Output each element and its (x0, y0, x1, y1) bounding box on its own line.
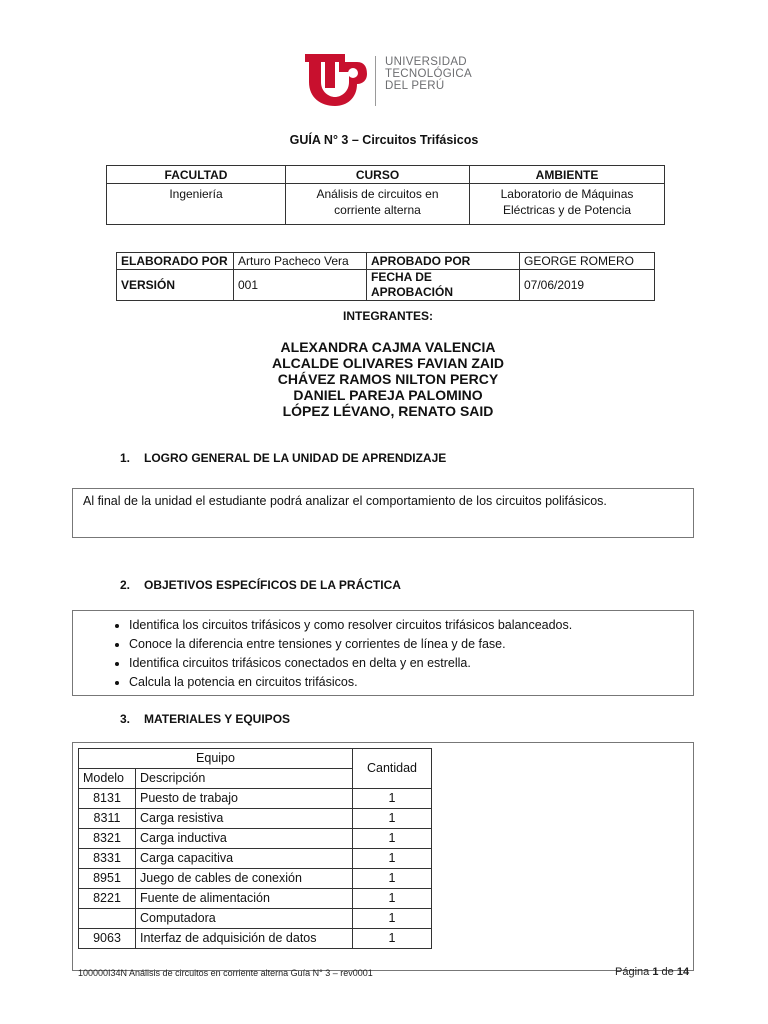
title-rest: – Circuitos Trifásicos (348, 133, 479, 147)
document-title (0, 133, 768, 147)
member-name: LÓPEZ LÉVANO, RENATO SAID (282, 403, 494, 419)
table-row (79, 889, 432, 909)
section-3-heading (120, 712, 290, 726)
row-descripcion: Juego de cables de conexión (136, 869, 353, 889)
row-descripcion: Carga capacitiva (136, 849, 353, 869)
row-modelo (79, 909, 136, 929)
row-modelo: 9063 (79, 929, 136, 949)
row-descripcion: Interfaz de adquisición de datos (136, 929, 353, 949)
logo-line-3: DEL PERÚ (385, 80, 445, 92)
row-modelo: 8951 (79, 869, 136, 889)
fecha-value: 07/06/2019 (520, 270, 655, 301)
footer-page-number (615, 966, 689, 978)
logro-text: Al final de la unidad el estudiante podrá analizar el comportamiento de los circuitos polifásicos. (83, 494, 607, 508)
section-1-title: LOGRO GENERAL DE LA UNIDAD DE APRENDIZAJE (144, 451, 447, 465)
page-word: Página (615, 966, 650, 978)
aprobado-label: APROBADO POR (367, 253, 520, 270)
row-modelo: 8131 (79, 789, 136, 809)
utp-logo-icon (305, 54, 369, 108)
table-row (79, 909, 432, 929)
university-logo (305, 54, 473, 108)
title-bold: GUÍA N° 3 (289, 133, 349, 147)
member-name: ALCALDE OLIVARES FAVIAN ZAID (271, 355, 505, 371)
objetivos-box (72, 610, 694, 696)
section-1-heading (120, 451, 446, 465)
logo-wordmark (385, 56, 472, 92)
logo-line-1: UNIVERSIDAD (385, 56, 467, 68)
row-cantidad: 1 (353, 789, 432, 809)
row-cantidad: 1 (353, 889, 432, 909)
objetivos-list (73, 616, 693, 692)
page-of: de (661, 966, 674, 978)
row-cantidad: 1 (353, 849, 432, 869)
section-3-title: MATERIALES Y EQUIPOS (144, 712, 291, 726)
page-total: 14 (676, 966, 690, 978)
row-modelo: 8331 (79, 849, 136, 869)
row-cantidad: 1 (353, 809, 432, 829)
aprobado-value: GEORGE ROMERO (520, 253, 655, 270)
version-label: VERSIÓN (117, 270, 234, 301)
value-facultad: Ingeniería (107, 184, 286, 225)
row-modelo: 8221 (79, 889, 136, 909)
page-current: 1 (652, 966, 659, 978)
equipment-table (78, 748, 432, 949)
header-modelo: Modelo (79, 769, 136, 789)
member-name: DANIEL PAREJA PALOMINO (293, 387, 483, 403)
table-row (79, 929, 432, 949)
header-ambiente: AMBIENTE (470, 166, 665, 184)
logo-line-2: TECNOLÓGICA (385, 68, 473, 80)
header-cantidad: Cantidad (353, 749, 432, 789)
objetivo-item: • Identifica circuitos trifásicos conectados en delta y en estrella. (129, 654, 693, 673)
objetivo-item: • Identifica los circuitos trifásicos y como resolver circuitos trifásicos balanceados. (129, 616, 693, 635)
value-curso: Análisis de circuitos en corriente alterna (286, 184, 470, 225)
logro-box (72, 488, 694, 538)
footer-document-code: 100000I34N Análisis de circuitos en corriente alterna Guía N° 3 – rev0001 (78, 968, 373, 978)
section-2-title: OBJETIVOS ESPECÍFICOS DE LA PRÁCTICA (144, 578, 401, 592)
header-descripcion: Descripción (136, 769, 353, 789)
table-row (79, 789, 432, 809)
row-descripcion: Puesto de trabajo (136, 789, 353, 809)
objetivo-item: • Calcula la potencia en circuitos trifásicos. (129, 673, 693, 692)
info-table (106, 165, 665, 225)
approval-table (116, 252, 655, 301)
value-ambiente: Laboratorio de Máquinas Eléctricas y de Potencia (470, 184, 665, 225)
row-descripcion: Computadora (136, 909, 353, 929)
elaborado-value: Arturo Pacheco Vera (234, 253, 367, 270)
row-descripcion: Carga inductiva (136, 829, 353, 849)
members-list (0, 339, 768, 419)
row-cantidad: 1 (353, 869, 432, 889)
section-2-heading (120, 578, 401, 592)
section-1-number: 1. (120, 451, 131, 465)
table-row (79, 869, 432, 889)
row-modelo: 8321 (79, 829, 136, 849)
member-name: ALEXANDRA CAJMA VALENCIA (280, 339, 496, 355)
table-row (79, 829, 432, 849)
section-2-number: 2. (120, 578, 131, 592)
member-name: CHÁVEZ RAMOS NILTON PERCY (277, 371, 499, 387)
integrantes-label: INTEGRANTES: (343, 309, 433, 323)
header-equipo: Equipo (79, 749, 353, 769)
header-curso: CURSO (286, 166, 470, 184)
table-row (79, 809, 432, 829)
section-3-number: 3. (120, 712, 131, 726)
row-descripcion: Fuente de alimentación (136, 889, 353, 909)
elaborado-label: ELABORADO POR (117, 253, 234, 270)
row-cantidad: 1 (353, 929, 432, 949)
version-value: 001 (234, 270, 367, 301)
objetivo-item: • Conoce la diferencia entre tensiones y corrientes de línea y de fase. (129, 635, 693, 654)
fecha-label: FECHA DE APROBACIÓN (367, 270, 520, 301)
logo-divider (375, 56, 376, 106)
header-facultad: FACULTAD (107, 166, 286, 184)
row-descripcion: Carga resistiva (136, 809, 353, 829)
row-modelo: 8311 (79, 809, 136, 829)
row-cantidad: 1 (353, 909, 432, 929)
table-row (79, 849, 432, 869)
row-cantidad: 1 (353, 829, 432, 849)
